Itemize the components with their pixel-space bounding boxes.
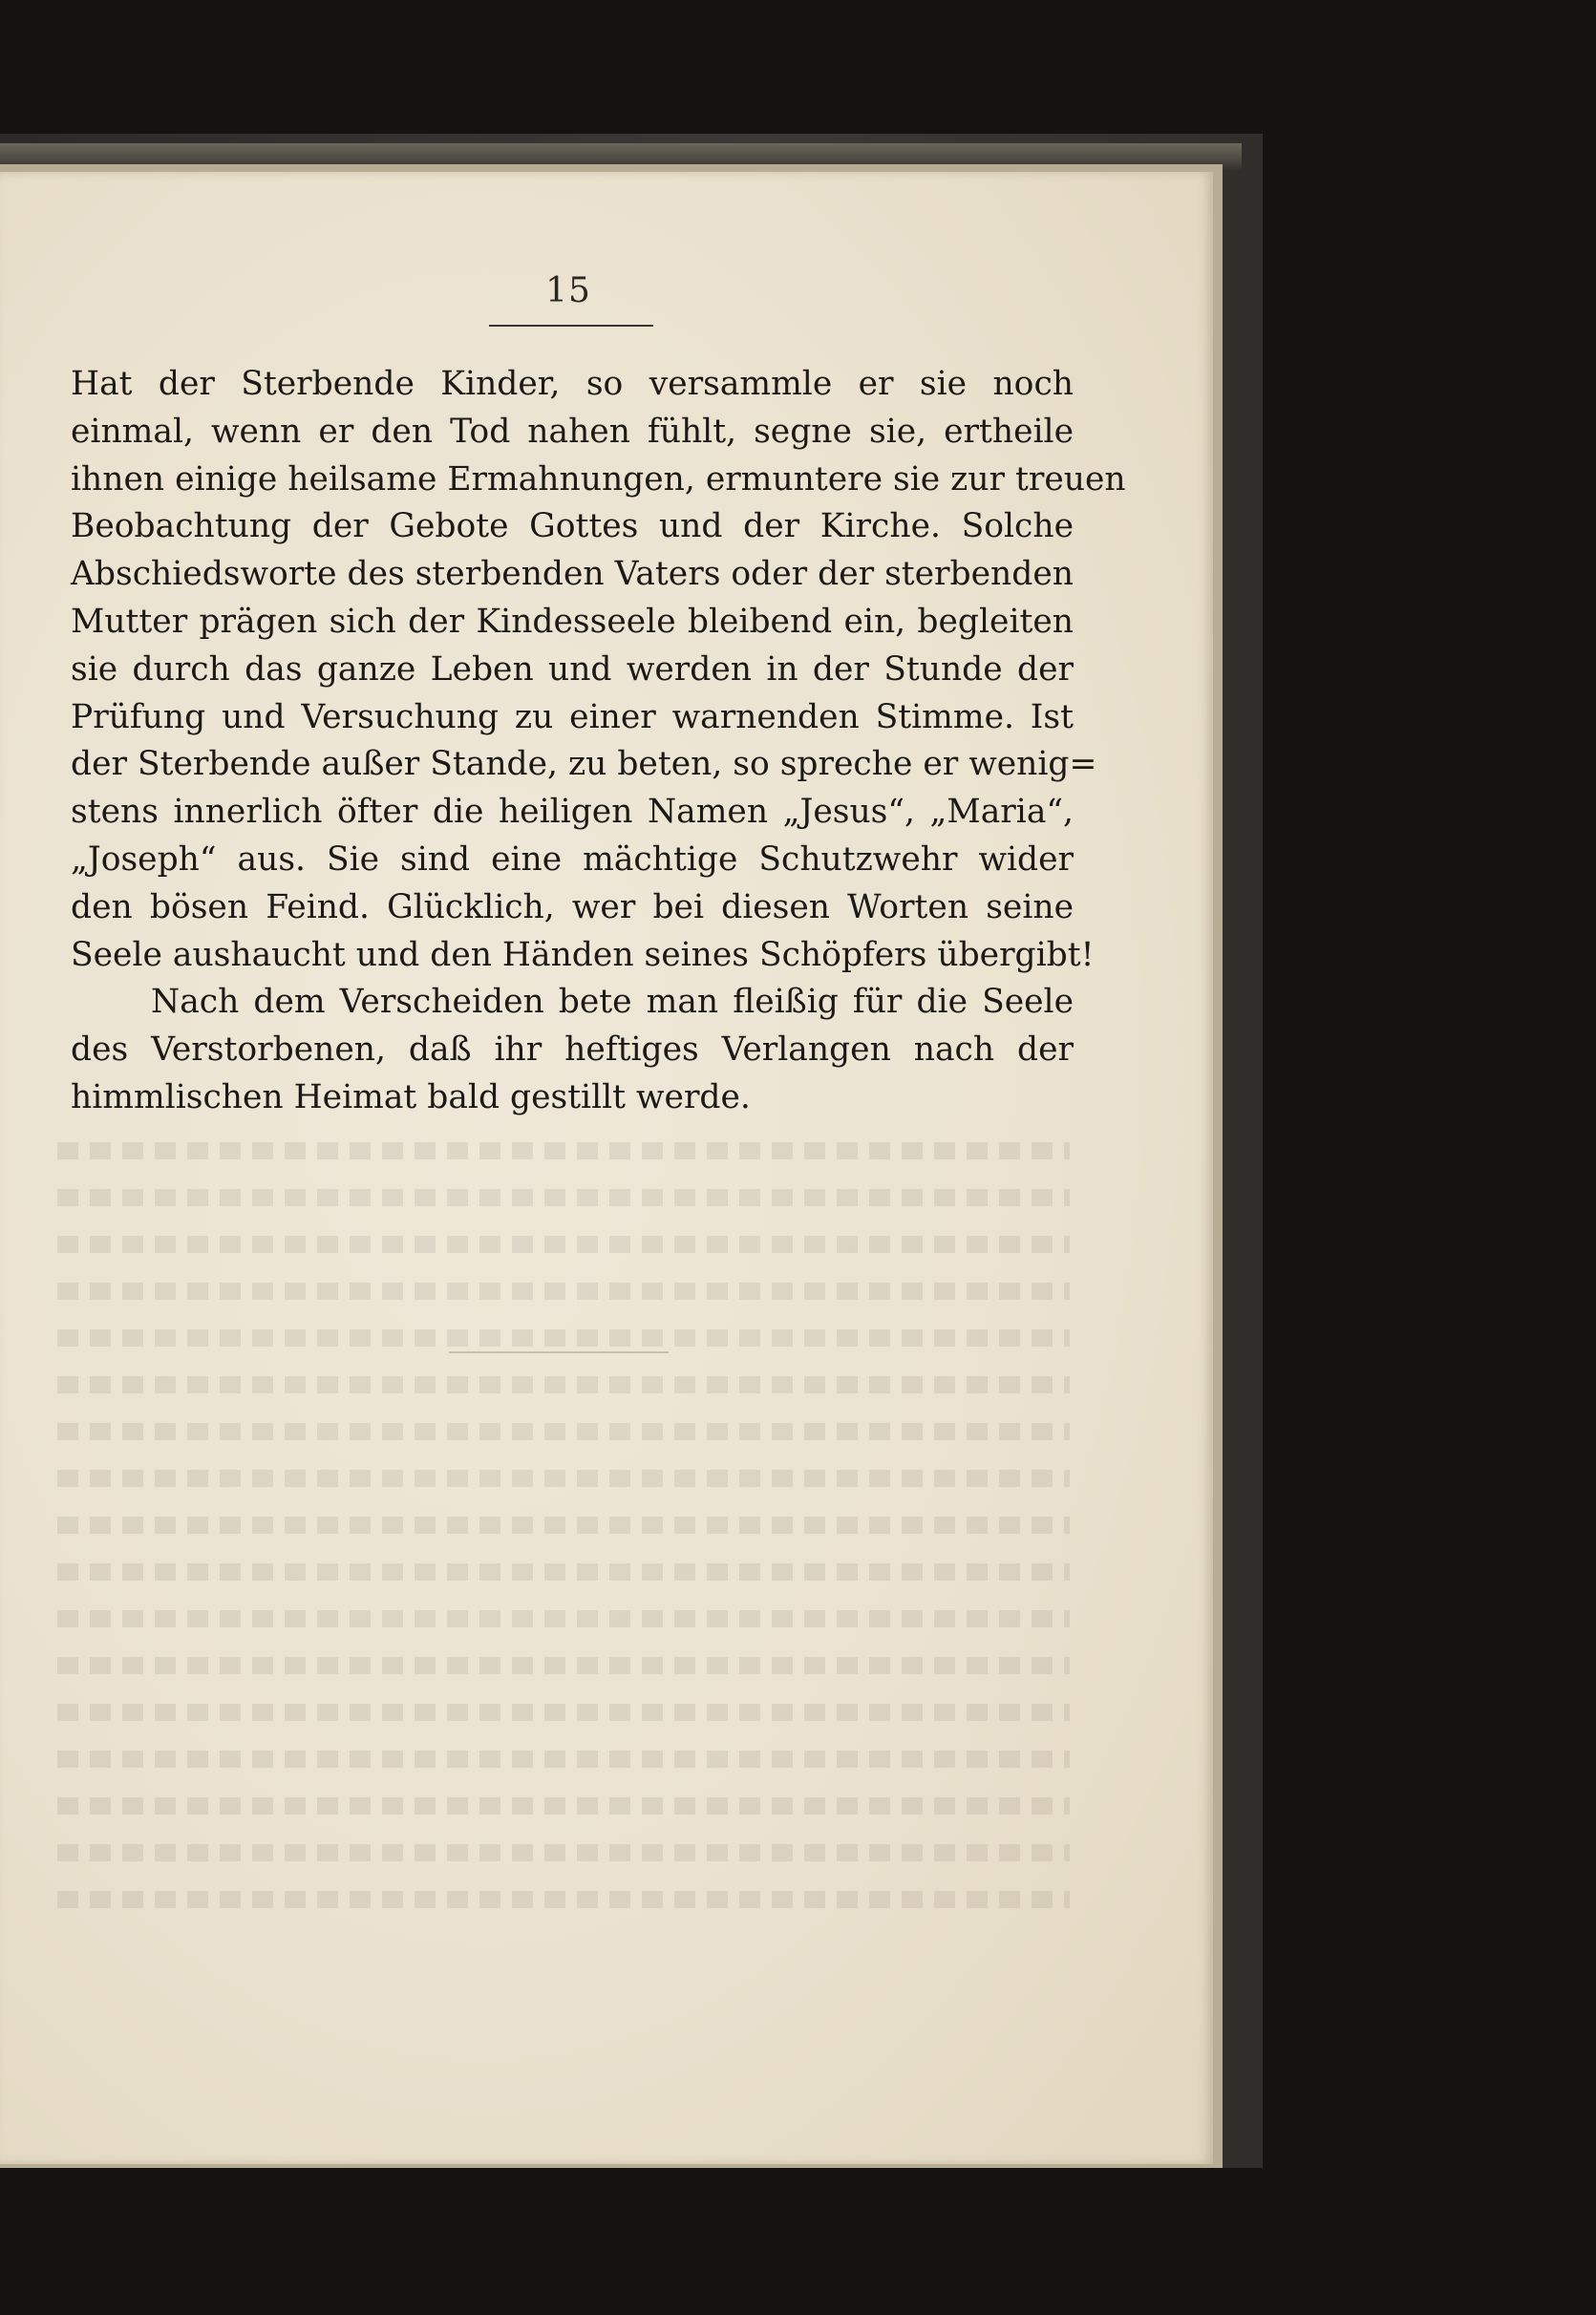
show-through-text — [57, 1127, 1070, 1986]
show-through-rule — [449, 1351, 669, 1353]
page-number-rule — [489, 325, 653, 327]
text-line: Abschiedsworte des sterbenden Vaters oder der sterbenden — [71, 555, 1074, 594]
text-line: sie durch das ganze Leben und werden in der Stunde der — [71, 649, 1074, 689]
page-number: 15 — [545, 271, 591, 310]
body-text — [71, 361, 1126, 1122]
text-line: Mutter prägen sich der Kindesseele bleibend ein, begleiten — [71, 602, 1074, 641]
text-line: stens innerlich öfter die heiligen Namen „Jesus“, „Maria“, — [71, 793, 1074, 832]
text-line: der Sterbende außer Stande, zu beten, so spreche er wenig= — [71, 745, 1097, 784]
text-line: Prüfung und Versuchung zu einer warnenden Stimme. Ist — [71, 697, 1074, 736]
text-line: ihnen einige heilsame Ermahnungen, ermuntere sie zur treuen — [71, 459, 1126, 499]
text-line: Hat der Sterbende Kinder, so versammle er sie noch — [71, 365, 1074, 403]
text-line: des Verstorbenen, daß ihr heftiges Verlangen nach der — [71, 1030, 1074, 1070]
text-line: himmlischen Heimat bald gestillt werde. — [71, 1077, 751, 1116]
text-line: „Joseph“ aus. Sie sind eine mächtige Schutzwehr wider — [71, 839, 1074, 879]
text-line: Nach dem Verscheiden bete man fleißig für die Seele — [151, 983, 1074, 1022]
text-line: den bösen Feind. Glücklich, wer bei diesen Worten seine — [71, 887, 1074, 926]
text-line: Beobachtung der Gebote Gottes und der Kirche. Solche — [71, 507, 1074, 546]
text-line: einmal, wenn er den Tod nahen fühlt, segne sie, ertheile — [71, 412, 1074, 451]
text-line: Seele aushaucht und den Händen seines Schöpfers übergibt! — [71, 935, 1095, 974]
